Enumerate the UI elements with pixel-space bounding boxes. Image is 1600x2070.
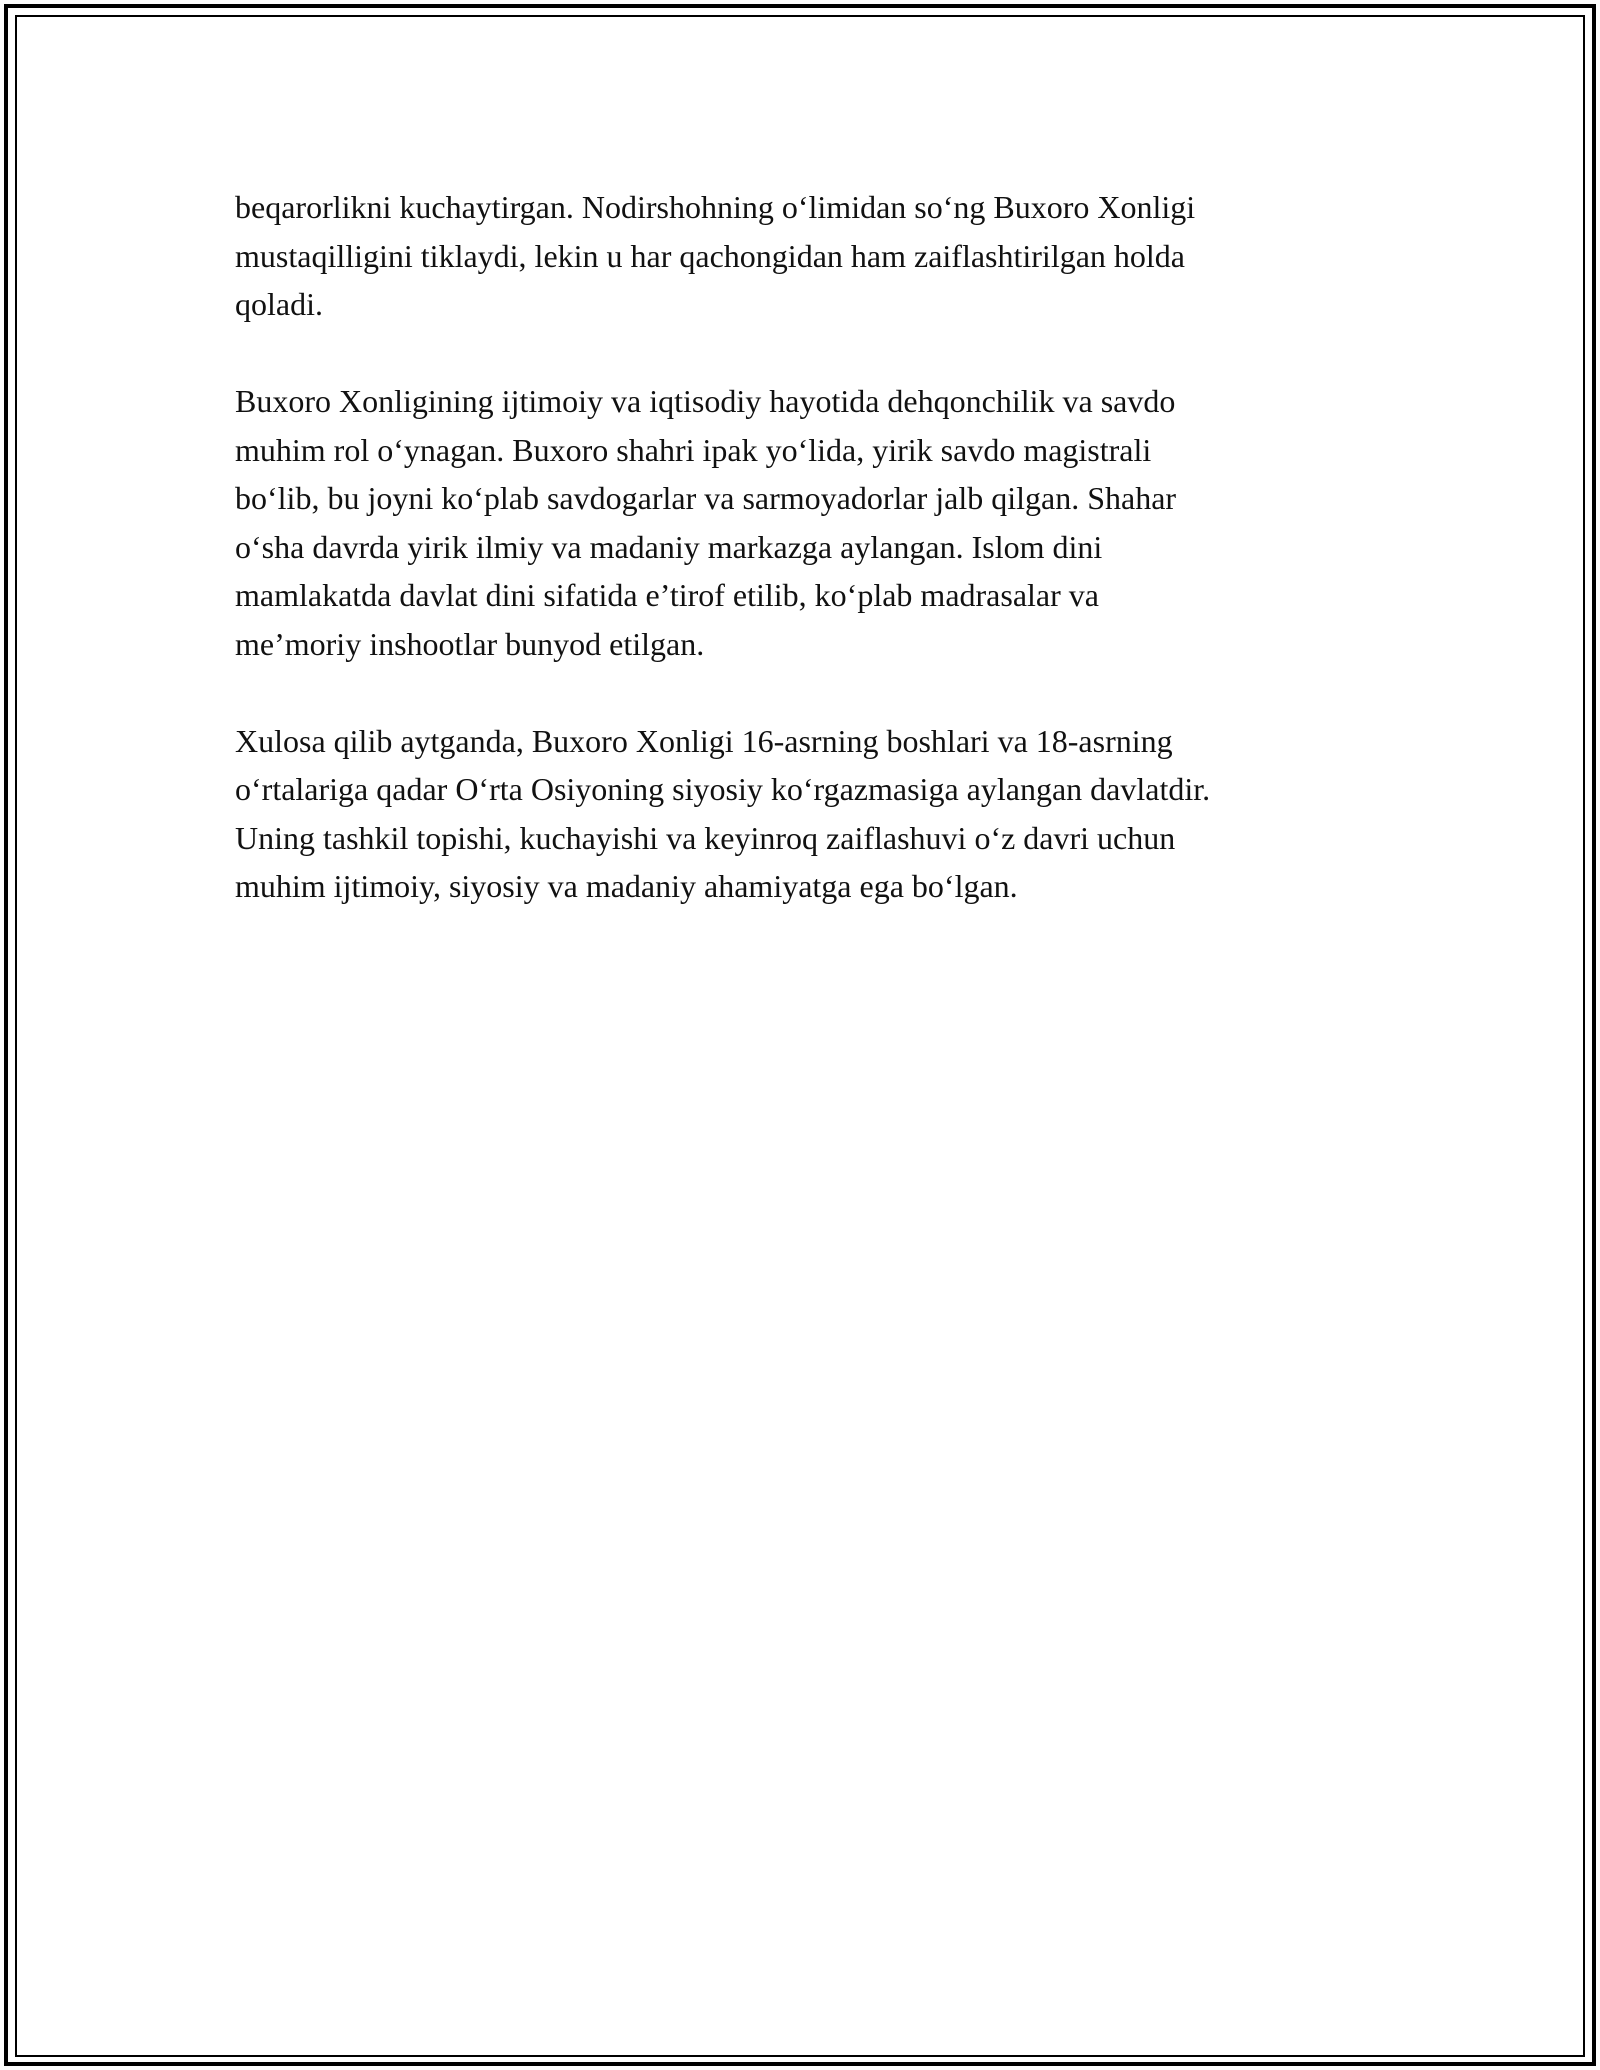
text-line: o‘rtalariga qadar O‘rta Osiyoning siyosiy ko‘rgazmasiga aylangan davlatdir.	[235, 771, 1211, 807]
text-line: beqarorlikni kuchaytirgan. Nodirshohning o‘limidan so‘ng Buxoro Xonligi	[235, 189, 1196, 225]
text-line: me’moriy inshootlar bunyod etilgan.	[235, 625, 705, 662]
paragraph-1	[235, 183, 1365, 329]
text-line: muhim rol o‘ynagan. Buxoro shahri ipak yo‘lida, yirik savdo magistrali	[235, 431, 1152, 468]
text-line: mustaqilligini tiklaydi, lekin u har qachongidan ham zaiflashtirilgan holda	[235, 237, 1185, 274]
text-line: bo‘lib, bu joyni ko‘plab savdogarlar va sarmoyadorlar jalb qilgan. Shahar	[235, 480, 1177, 516]
paragraph-2	[235, 377, 1365, 668]
document-body	[235, 183, 1365, 959]
paragraph-3	[235, 717, 1365, 911]
text-line: o‘sha davrda yirik ilmiy va madaniy markazga aylangan. Islom dini	[235, 528, 1103, 565]
text-line: Xulosa qilib aytganda, Buxoro Xonligi 16-asrning boshlari va 18-asrning	[235, 722, 1173, 759]
text-line: Uning tashkil topishi, kuchayishi va keyinroq zaiflashuvi o‘z davri uchun	[235, 819, 1176, 856]
text-line: mamlakatda davlat dini sifatida e’tirof etilib, ko‘plab madrasalar va	[235, 577, 1099, 613]
text-line: muhim ijtimoiy, siyosiy va madaniy ahamiyatga ega bo‘lgan.	[235, 868, 1018, 904]
text-line: Buxoro Xonligining ijtimoiy va iqtisodiy hayotida dehqonchilik va savdo	[235, 383, 1176, 419]
text-line: qoladi.	[235, 286, 323, 322]
